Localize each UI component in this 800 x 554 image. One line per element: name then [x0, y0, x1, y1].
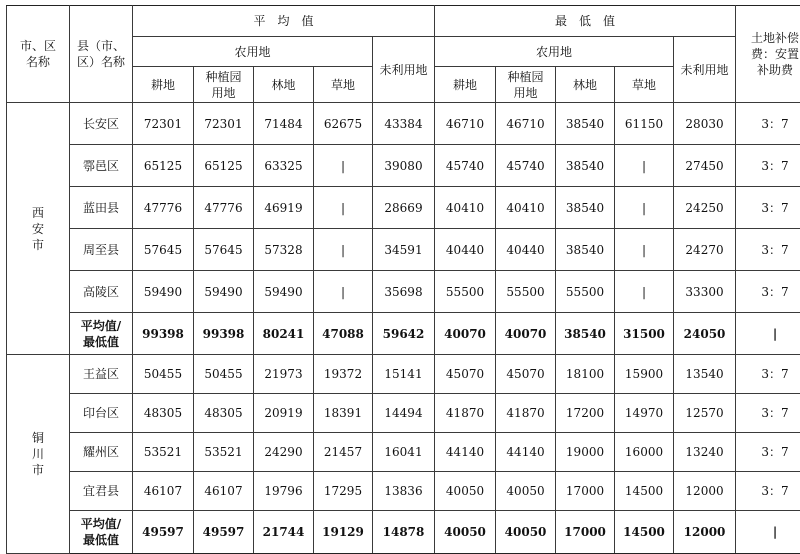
value-cell: 27450 [674, 145, 736, 187]
value-cell: 19000 [556, 433, 615, 472]
value-cell: 40440 [435, 229, 496, 271]
header-avg-gengdi: 耕地 [133, 67, 194, 103]
value-cell: | [615, 271, 674, 313]
value-cell: 3：7 [736, 145, 800, 187]
value-cell: | [615, 145, 674, 187]
value-cell: 65125 [194, 145, 254, 187]
value-cell: 12000 [674, 472, 736, 511]
value-cell: 33300 [674, 271, 736, 313]
summary-label-cell: 平均值/ 最低值 [70, 313, 133, 355]
summary-value-cell: 21744 [254, 511, 314, 554]
value-cell: 3：7 [736, 394, 800, 433]
value-cell: 15900 [615, 355, 674, 394]
value-cell: 45740 [435, 145, 496, 187]
value-cell: 24290 [254, 433, 314, 472]
value-cell: 38540 [556, 187, 615, 229]
county-name-cell: 周至县 [70, 229, 133, 271]
value-cell: 63325 [254, 145, 314, 187]
value-cell: 47776 [133, 187, 194, 229]
value-cell: 45740 [496, 145, 556, 187]
summary-value-cell: 14878 [373, 511, 435, 554]
county-name-cell: 长安区 [70, 103, 133, 145]
value-cell: 35698 [373, 271, 435, 313]
summary-row [7, 313, 800, 355]
value-cell: 62675 [314, 103, 373, 145]
value-cell: 40050 [496, 472, 556, 511]
summary-value-cell: 19129 [314, 511, 373, 554]
county-name-cell: 鄠邑区 [70, 145, 133, 187]
value-cell: 59490 [254, 271, 314, 313]
value-cell: 28030 [674, 103, 736, 145]
header-avg-caodi: 草地 [314, 67, 373, 103]
header-minimum-group: 最 低 值 [435, 6, 736, 37]
value-cell: 72301 [194, 103, 254, 145]
value-cell: 41870 [435, 394, 496, 433]
value-cell: 44140 [496, 433, 556, 472]
header-compensation-ratio: 土地补偿 费：安置 补助费 [736, 6, 800, 103]
value-cell: 18391 [314, 394, 373, 433]
value-cell: 3：7 [736, 271, 800, 313]
county-name-cell: 耀州区 [70, 433, 133, 472]
value-cell: 45070 [496, 355, 556, 394]
value-cell: 20919 [254, 394, 314, 433]
value-cell: 38540 [556, 103, 615, 145]
value-cell: 13540 [674, 355, 736, 394]
value-cell: 40410 [435, 187, 496, 229]
value-cell: 46710 [496, 103, 556, 145]
table-row [7, 355, 800, 394]
value-cell: 19796 [254, 472, 314, 511]
county-name-cell: 蓝田县 [70, 187, 133, 229]
header-min-gengdi: 耕地 [435, 67, 496, 103]
table-row [7, 187, 800, 229]
summary-value-cell: 40050 [435, 511, 496, 554]
summary-value-cell: 40070 [435, 313, 496, 355]
summary-row [7, 511, 800, 554]
summary-value-cell: 40070 [496, 313, 556, 355]
value-cell: 34591 [373, 229, 435, 271]
value-cell: 28669 [373, 187, 435, 229]
value-cell: 48305 [133, 394, 194, 433]
summary-value-cell: 40050 [496, 511, 556, 554]
summary-value-cell: 17000 [556, 511, 615, 554]
value-cell: 46107 [133, 472, 194, 511]
value-cell: 65125 [133, 145, 194, 187]
value-cell: 18100 [556, 355, 615, 394]
table-row [7, 145, 800, 187]
value-cell: 3：7 [736, 355, 800, 394]
summary-value-cell: 80241 [254, 313, 314, 355]
value-cell: 15141 [373, 355, 435, 394]
table-row [7, 472, 800, 511]
value-cell: 14494 [373, 394, 435, 433]
value-cell: 16000 [615, 433, 674, 472]
header-county: 县（市、 区）名称 [70, 6, 133, 103]
summary-value-cell: 59642 [373, 313, 435, 355]
value-cell: 13240 [674, 433, 736, 472]
header-avg-agricultural-land: 农用地 [133, 37, 373, 67]
value-cell: | [615, 187, 674, 229]
header-avg-zhongzhi: 种植园 用地 [194, 67, 254, 103]
value-cell: 14970 [615, 394, 674, 433]
value-cell: 41870 [496, 394, 556, 433]
value-cell: | [314, 271, 373, 313]
value-cell: 50455 [194, 355, 254, 394]
value-cell: 48305 [194, 394, 254, 433]
value-cell: 72301 [133, 103, 194, 145]
table-row [7, 271, 800, 313]
value-cell: 57645 [194, 229, 254, 271]
value-cell: 57645 [133, 229, 194, 271]
value-cell: 61150 [615, 103, 674, 145]
table-body [7, 103, 800, 554]
value-cell: 55500 [556, 271, 615, 313]
summary-value-cell: 24050 [674, 313, 736, 355]
value-cell: 50455 [133, 355, 194, 394]
table-row [7, 394, 800, 433]
value-cell: 59490 [194, 271, 254, 313]
summary-value-cell: 14500 [615, 511, 674, 554]
city-name-cell: 西 安 市 [7, 103, 70, 355]
value-cell: 46710 [435, 103, 496, 145]
value-cell: 17200 [556, 394, 615, 433]
summary-value-cell: 12000 [674, 511, 736, 554]
value-cell: 17295 [314, 472, 373, 511]
value-cell: 55500 [496, 271, 556, 313]
value-cell: 44140 [435, 433, 496, 472]
value-cell: 38540 [556, 145, 615, 187]
value-cell: 57328 [254, 229, 314, 271]
header-min-agricultural-land: 农用地 [435, 37, 674, 67]
value-cell: 71484 [254, 103, 314, 145]
value-cell: 46919 [254, 187, 314, 229]
value-cell: 43384 [373, 103, 435, 145]
county-name-cell: 王益区 [70, 355, 133, 394]
value-cell: 14500 [615, 472, 674, 511]
value-cell: 3：7 [736, 229, 800, 271]
value-cell: 13836 [373, 472, 435, 511]
value-cell: 16041 [373, 433, 435, 472]
value-cell: 46107 [194, 472, 254, 511]
land-compensation-table [6, 5, 800, 554]
summary-value-cell: 49597 [194, 511, 254, 554]
header-min-caodi: 草地 [615, 67, 674, 103]
value-cell: | [314, 187, 373, 229]
summary-value-cell: 38540 [556, 313, 615, 355]
value-cell: 19372 [314, 355, 373, 394]
header-avg-lindi: 林地 [254, 67, 314, 103]
table-row [7, 229, 800, 271]
summary-value-cell: 47088 [314, 313, 373, 355]
value-cell: 17000 [556, 472, 615, 511]
header-avg-unused-land: 未利用地 [373, 37, 435, 103]
value-cell: 55500 [435, 271, 496, 313]
value-cell: 40050 [435, 472, 496, 511]
summary-value-cell: | [736, 313, 800, 355]
value-cell: | [314, 145, 373, 187]
header-city: 市、区 名称 [7, 6, 70, 103]
value-cell: 59490 [133, 271, 194, 313]
value-cell: | [615, 229, 674, 271]
value-cell: 3：7 [736, 103, 800, 145]
summary-label-cell: 平均值/ 最低值 [70, 511, 133, 554]
value-cell: 3：7 [736, 433, 800, 472]
value-cell: 24250 [674, 187, 736, 229]
header-average-group: 平 均 值 [133, 6, 435, 37]
value-cell: 3：7 [736, 472, 800, 511]
value-cell: 40410 [496, 187, 556, 229]
summary-value-cell: 31500 [615, 313, 674, 355]
value-cell: 40440 [496, 229, 556, 271]
city-name-cell: 铜 川 市 [7, 355, 70, 554]
value-cell: 47776 [194, 187, 254, 229]
county-name-cell: 宜君县 [70, 472, 133, 511]
value-cell: 24270 [674, 229, 736, 271]
summary-value-cell: 99398 [133, 313, 194, 355]
header-min-unused-land: 未利用地 [674, 37, 736, 103]
value-cell: 39080 [373, 145, 435, 187]
value-cell: 12570 [674, 394, 736, 433]
value-cell: 53521 [194, 433, 254, 472]
summary-value-cell: | [736, 511, 800, 554]
header-min-zhongzhi: 种植园 用地 [496, 67, 556, 103]
value-cell: 3：7 [736, 187, 800, 229]
value-cell: 45070 [435, 355, 496, 394]
table-row [7, 103, 800, 145]
value-cell: 38540 [556, 229, 615, 271]
value-cell: 21973 [254, 355, 314, 394]
county-name-cell: 印台区 [70, 394, 133, 433]
value-cell: | [314, 229, 373, 271]
county-name-cell: 高陵区 [70, 271, 133, 313]
value-cell: 21457 [314, 433, 373, 472]
summary-value-cell: 49597 [133, 511, 194, 554]
header-min-lindi: 林地 [556, 67, 615, 103]
value-cell: 53521 [133, 433, 194, 472]
summary-value-cell: 99398 [194, 313, 254, 355]
table-row [7, 433, 800, 472]
